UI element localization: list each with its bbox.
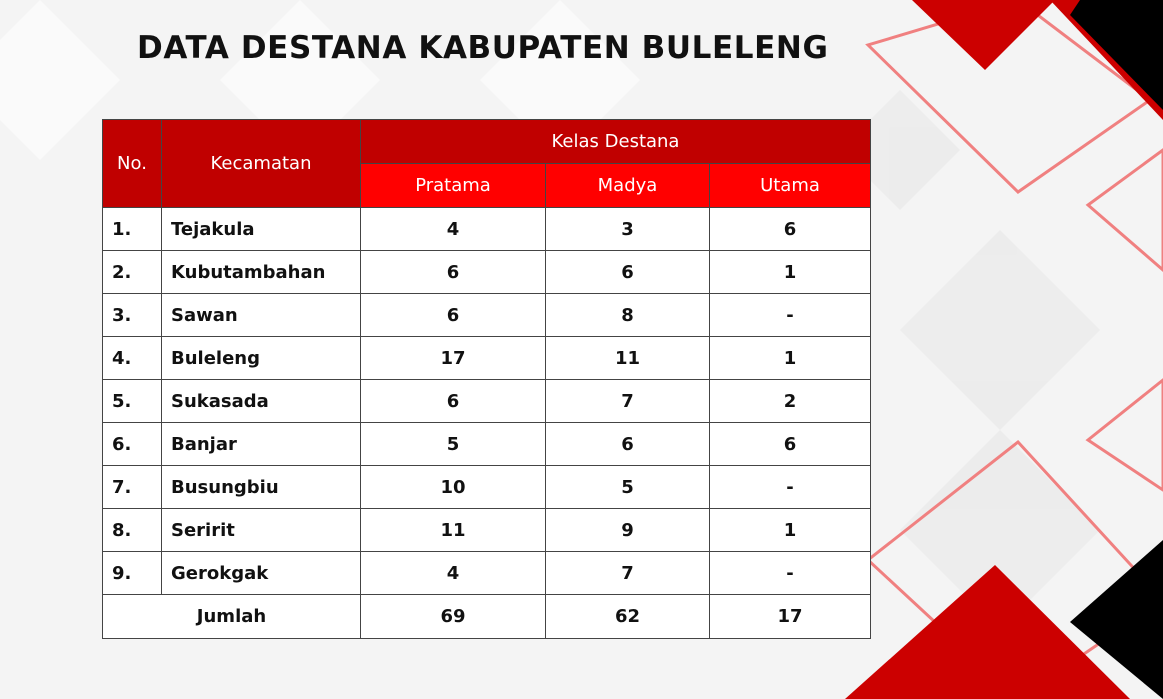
table-row bbox=[103, 380, 871, 423]
table-row bbox=[103, 423, 871, 466]
pratama-value: 6 bbox=[361, 380, 546, 423]
madya-value: 6 bbox=[546, 251, 710, 294]
row-number: 7. bbox=[103, 466, 162, 509]
pratama-value: 11 bbox=[361, 509, 546, 552]
table-row bbox=[103, 552, 871, 595]
pratama-value: 10 bbox=[361, 466, 546, 509]
kecamatan-name: Gerokgak bbox=[162, 552, 361, 595]
pratama-value: 5 bbox=[361, 423, 546, 466]
utama-value: 1 bbox=[710, 251, 871, 294]
kecamatan-name: Kubutambahan bbox=[162, 251, 361, 294]
total-utama: 17 bbox=[710, 595, 871, 639]
pratama-value: 4 bbox=[361, 208, 546, 251]
madya-value: 9 bbox=[546, 509, 710, 552]
total-madya: 62 bbox=[546, 595, 710, 639]
destana-table-container bbox=[102, 119, 871, 639]
header-kecamatan: Kecamatan bbox=[162, 120, 361, 208]
kecamatan-name: Sukasada bbox=[162, 380, 361, 423]
total-pratama: 69 bbox=[361, 595, 546, 639]
madya-value: 7 bbox=[546, 552, 710, 595]
kecamatan-name: Seririt bbox=[162, 509, 361, 552]
madya-value: 8 bbox=[546, 294, 710, 337]
madya-value: 6 bbox=[546, 423, 710, 466]
madya-value: 11 bbox=[546, 337, 710, 380]
utama-value: 1 bbox=[710, 509, 871, 552]
row-number: 8. bbox=[103, 509, 162, 552]
kecamatan-name: Tejakula bbox=[162, 208, 361, 251]
row-number: 6. bbox=[103, 423, 162, 466]
row-number: 2. bbox=[103, 251, 162, 294]
row-number: 1. bbox=[103, 208, 162, 251]
row-number: 5. bbox=[103, 380, 162, 423]
kecamatan-name: Busungbiu bbox=[162, 466, 361, 509]
total-label: Jumlah bbox=[103, 595, 361, 639]
utama-value: 6 bbox=[710, 208, 871, 251]
utama-value: - bbox=[710, 552, 871, 595]
table-row bbox=[103, 208, 871, 251]
page-title: DATA DESTANA KABUPATEN BULELENG bbox=[137, 30, 829, 66]
header-utama: Utama bbox=[710, 164, 871, 208]
pratama-value: 6 bbox=[361, 251, 546, 294]
row-number: 9. bbox=[103, 552, 162, 595]
pratama-value: 17 bbox=[361, 337, 546, 380]
destana-table bbox=[102, 119, 871, 639]
table-row bbox=[103, 509, 871, 552]
kecamatan-name: Sawan bbox=[162, 294, 361, 337]
utama-value: - bbox=[710, 466, 871, 509]
header-pratama: Pratama bbox=[361, 164, 546, 208]
kecamatan-name: Buleleng bbox=[162, 337, 361, 380]
utama-value: 6 bbox=[710, 423, 871, 466]
madya-value: 5 bbox=[546, 466, 710, 509]
table-row bbox=[103, 337, 871, 380]
pratama-value: 4 bbox=[361, 552, 546, 595]
utama-value: 1 bbox=[710, 337, 871, 380]
row-number: 3. bbox=[103, 294, 162, 337]
table-row bbox=[103, 466, 871, 509]
kecamatan-name: Banjar bbox=[162, 423, 361, 466]
madya-value: 7 bbox=[546, 380, 710, 423]
pratama-value: 6 bbox=[361, 294, 546, 337]
madya-value: 3 bbox=[546, 208, 710, 251]
utama-value: - bbox=[710, 294, 871, 337]
total-row bbox=[103, 595, 871, 639]
table-row bbox=[103, 251, 871, 294]
header-kelas-destana: Kelas Destana bbox=[361, 120, 871, 164]
header-no: No. bbox=[103, 120, 162, 208]
table-row bbox=[103, 294, 871, 337]
header-madya: Madya bbox=[546, 164, 710, 208]
utama-value: 2 bbox=[710, 380, 871, 423]
row-number: 4. bbox=[103, 337, 162, 380]
